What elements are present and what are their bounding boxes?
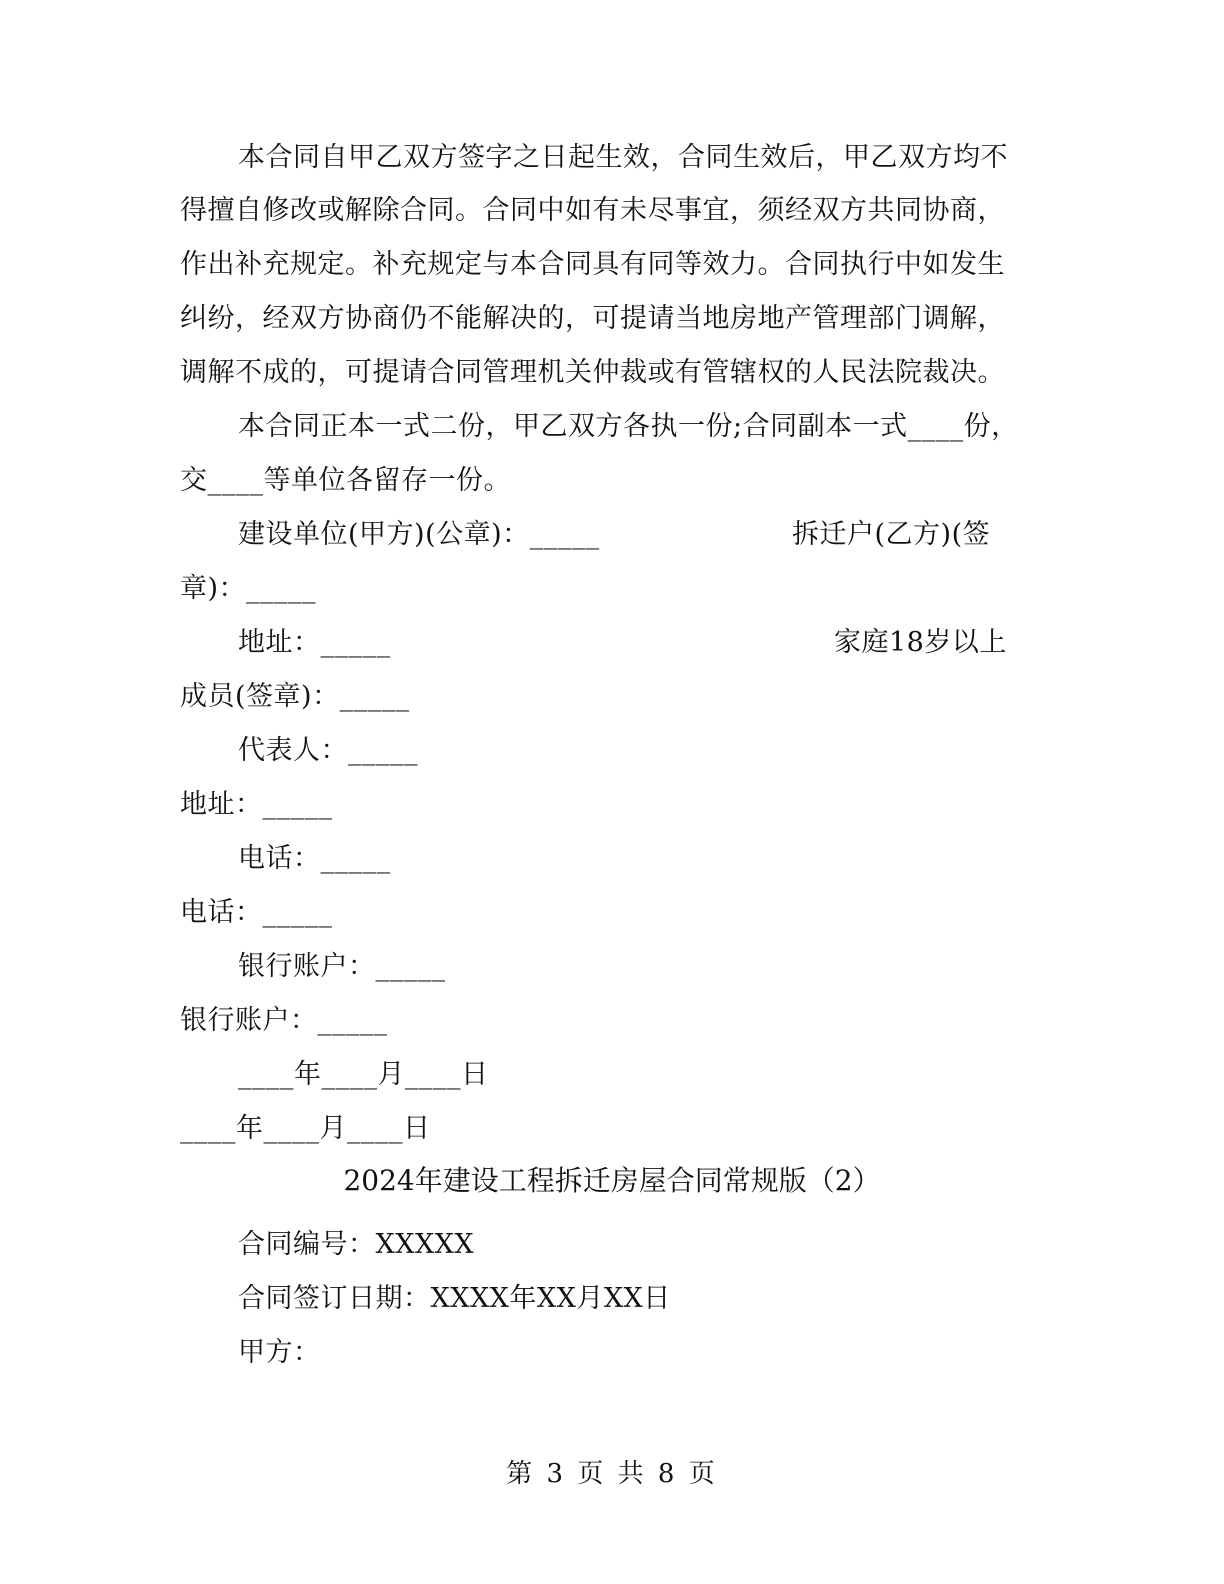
date-b-line: ____年____月____日 [180,1113,431,1144]
paragraph-1-line-1: 本合同自甲乙双方签字之日起生效，合同生效后，甲乙双方均不 [238,142,1008,173]
party-a-line: 甲方： [238,1337,321,1368]
page-footer: 第 3 页 共 8 页 [506,1459,718,1489]
paragraph-2-line-2: 交____等单位各留存一份。 [180,465,511,496]
contract-date-line: 合同签订日期：XXXX年XX月XX日 [238,1283,671,1314]
second-contract-title: 2024年建设工程拆迁房屋合同常规版（2） [343,1164,881,1197]
party-b-seal-line-start: 拆迁户(乙方)(签 [792,519,991,550]
paragraph-1-line-5: 调解不成的，可提请合同管理机关仲裁或有管辖权的人民法院裁决。 [180,357,1005,388]
contract-number-line: 合同编号：XXXXX [238,1229,475,1260]
phone-b-line: 电话：_____ [180,897,333,928]
bank-a-line: 银行账户：_____ [238,951,446,982]
phone-a-line: 电话：_____ [238,843,391,874]
family-members-line-end: 成员(签章)：_____ [180,681,410,712]
family-members-line-start: 家庭18岁以上 [834,627,1007,658]
party-b-seal-line-end: 章)：_____ [180,573,317,604]
date-a-line: ____年____月____日 [238,1059,489,1090]
bank-b-line: 银行账户：_____ [180,1005,388,1036]
paragraph-1-line-3: 作出补充规定。补充规定与本合同具有同等效力。合同执行中如发生 [180,249,1005,280]
address-b-line: 地址：_____ [180,789,333,820]
representative-line: 代表人：_____ [238,735,418,766]
address-a-line: 地址：_____ [238,627,391,658]
paragraph-1-line-4: 纠纷，经双方协商仍不能解决的，可提请当地房地产管理部门调解， [180,303,1005,334]
paragraph-1-line-2: 得擅自修改或解除合同。合同中如有未尽事宜，须经双方共同协商， [180,195,1005,226]
paragraph-2-line-1: 本合同正本一式二份，甲乙双方各执一份;合同副本一式____份， [238,411,1019,442]
party-a-seal-line: 建设单位(甲方)(公章)：_____ [238,519,600,550]
